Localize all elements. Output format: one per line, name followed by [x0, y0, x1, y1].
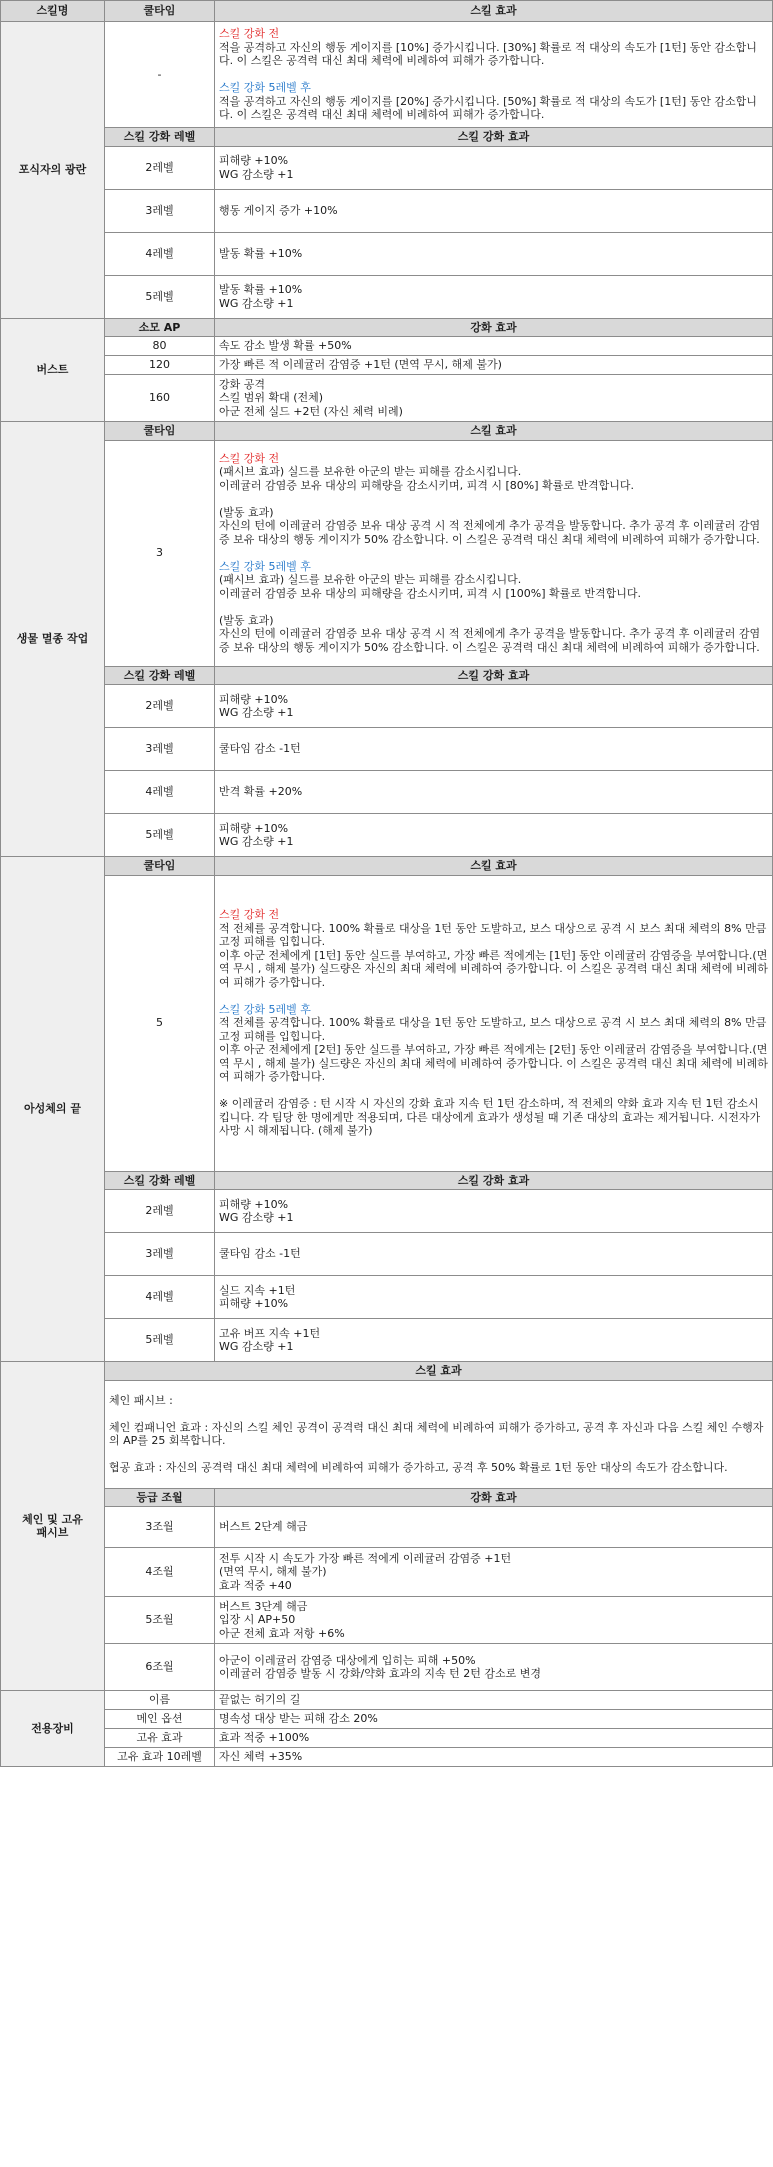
level-label: 2레벨	[105, 146, 215, 189]
table-row	[1, 1190, 773, 1233]
table-row	[1, 232, 773, 275]
passive-level-effect-header: 강화 효과	[215, 1488, 773, 1507]
skill3-level-effect-header: 스킬 강화 효과	[215, 1171, 773, 1190]
table-row	[1, 146, 773, 189]
skill2-before-label: 스킬 강화 전	[219, 451, 280, 465]
limit-break-label: 6조월	[105, 1644, 215, 1691]
skill3-cooldown-header: 쿨타임	[105, 857, 215, 876]
table-row	[1, 1233, 773, 1276]
skill2-level-header: 스킬 강화 레벨	[105, 666, 215, 685]
table-row	[1, 275, 773, 318]
level-label: 5레벨	[105, 814, 215, 857]
passive-level-header: 등급 조월	[105, 1488, 215, 1507]
table-row	[1, 1729, 773, 1748]
skill3-main-row	[1, 875, 773, 1171]
level-label: 2레벨	[105, 685, 215, 728]
level-label: 5레벨	[105, 1319, 215, 1362]
table-row	[1, 1597, 773, 1644]
skill2-before-text: (패시브 효과) 실드를 보유한 아군의 받는 피해를 감소시킵니다. 이레귤러 감염증 보유 대상의 피해량을 감소시키며, 피격 시 [80%] 확률로 반격합니다. (발동 효과) 자신의 턴에 이레귤러 감염증 보유 대상 공격 시 적 전체에게 추가 공격을 발동합니다. 추가 공격 후 이레귤러 감염증 보유 대상의 행동 게이지가 50% 감소합니다. 이 스킬은 공격력 대신 최대 체력에 비례하여 피해가 증가합니다.	[219, 465, 761, 546]
header-cooldown: 쿨타임	[105, 1, 215, 22]
level-label: 5레벨	[105, 275, 215, 318]
passive-header-row	[1, 1362, 773, 1381]
limit-break-effect: 버스트 3단계 해금 입장 시 AP+50 아군 전체 효과 저항 +6%	[215, 1597, 773, 1644]
level-label: 4레벨	[105, 1276, 215, 1319]
gear-label: 이름	[105, 1691, 215, 1710]
passive-level-header-row	[1, 1488, 773, 1507]
level-label: 3레벨	[105, 728, 215, 771]
table-row	[1, 356, 773, 375]
level-effect: 피해량 +10% WG 감소량 +1	[215, 814, 773, 857]
skill3-before-label: 스킬 강화 전	[219, 908, 280, 922]
table-row	[1, 1748, 773, 1767]
table-row	[1, 1548, 773, 1597]
skill2-header-row	[1, 422, 773, 441]
gear-label: 메인 옵션	[105, 1710, 215, 1729]
table-row	[1, 1644, 773, 1691]
table-row	[1, 685, 773, 728]
level-effect: 쿨타임 감소 -1턴	[215, 728, 773, 771]
level-effect: 피해량 +10% WG 감소량 +1	[215, 1190, 773, 1233]
gear-label: 고유 효과 10레벨	[105, 1748, 215, 1767]
skill1-name: 포식자의 광란	[1, 22, 105, 319]
limit-break-effect: 버스트 2단계 해금	[215, 1507, 773, 1548]
skill1-level-effect-header: 스킬 강화 효과	[215, 128, 773, 147]
level-label: 3레벨	[105, 189, 215, 232]
skill2-after-text: (패시브 효과) 실드를 보유한 아군의 받는 피해를 감소시킵니다. 이레귤러 감염증 보유 대상의 피해량을 감소시키며, 피격 시 [100%] 확률로 반격합니다. (발동 효과) 자신의 턴에 이레귤러 감염증 보유 대상 공격 시 적 전체에게 추가 공격을 발동합니다. 추가 공격 후 이레귤러 감염증 보유 대상의 행동 게이지가 50% 감소합니다. 이 스킬은 공격력 대신 최대 체력에 비례하여 피해가 증가합니다.	[219, 573, 761, 654]
passive-name: 체인 및 고유 패시브	[1, 1362, 105, 1691]
limit-break-effect: 아군이 이레귤러 감염증 대상에게 입히는 피해 +50% 이레귤러 감염증 발동 시 강화/약화 효과의 지속 턴 2턴 감소로 변경	[215, 1644, 773, 1691]
limit-break-label: 4조월	[105, 1548, 215, 1597]
skill1-after-label: 스킬 강화 5레벨 후	[219, 81, 311, 95]
table-row	[1, 771, 773, 814]
level-effect: 발동 확률 +10%	[215, 232, 773, 275]
table-row	[1, 337, 773, 356]
gear-value: 끝없는 허기의 길	[215, 1691, 773, 1710]
table-row	[1, 1710, 773, 1729]
skill2-cooldown-header: 쿨타임	[105, 422, 215, 441]
level-effect: 실드 지속 +1턴 피해량 +10%	[215, 1276, 773, 1319]
level-label: 3레벨	[105, 1233, 215, 1276]
burst-header-row	[1, 318, 773, 337]
skill1-before-text: 적을 공격하고 자신의 행동 게이지를 [10%] 증가시킵니다. [30%] 확률로 적 대상의 속도가 [1턴] 동안 감소합니다. 이 스킬은 공격력 대신 최대 체력에 비례하여 피해가 증가합니다.	[219, 40, 757, 68]
skill2-name: 생물 멸종 작업	[1, 422, 105, 857]
burst-ap: 160	[105, 375, 215, 422]
header-skill-name: 스킬명	[1, 1, 105, 22]
skill3-effect	[215, 875, 773, 1171]
burst-effect: 강화 공격 스킬 범위 확대 (전체) 아군 전체 실드 +2턴 (자신 체력 비례)	[215, 375, 773, 422]
table-row	[1, 189, 773, 232]
skill3-level-header-row	[1, 1171, 773, 1190]
skill2-effect	[215, 440, 773, 666]
burst-ap: 120	[105, 356, 215, 375]
skill3-after-text: 적 전체를 공격합니다. 100% 확률로 대상을 1턴 동안 도발하고, 보스 대상으로 공격 시 보스 최대 체력의 8% 만큼 고정 피해를 입힙니다. 이후 아군 전체에게 [2턴] 동안 실드를 부여하고, 가장 빠른 적에게는 [2턴] 동안 이레귤러 감염증을 부여합니다.(면역 무시 , 해제 불가) 실드량은 자신의 최대 체력에 비례하여 증가합니다. 이 스킬은 공격력 대신 최대 체력에 비례하여 피해가 증가합니다.	[219, 1016, 768, 1084]
gear-name: 전용장비	[1, 1691, 105, 1767]
level-effect: 반격 확률 +20%	[215, 771, 773, 814]
skill2-main-row	[1, 440, 773, 666]
skill2-effect-header: 스킬 효과	[215, 422, 773, 441]
level-effect: 피해량 +10% WG 감소량 +1	[215, 685, 773, 728]
burst-effect: 속도 감소 발생 확률 +50%	[215, 337, 773, 356]
level-label: 4레벨	[105, 232, 215, 275]
burst-ap-header: 소모 AP	[105, 318, 215, 337]
level-effect: 고유 버프 지속 +1턴 WG 감소량 +1	[215, 1319, 773, 1362]
skill3-cooldown: 5	[105, 875, 215, 1171]
limit-break-label: 3조월	[105, 1507, 215, 1548]
level-label: 4레벨	[105, 771, 215, 814]
level-effect: 쿨타임 감소 -1턴	[215, 1233, 773, 1276]
skill3-header-row	[1, 857, 773, 876]
skill2-cooldown: 3	[105, 440, 215, 666]
table-row	[1, 1691, 773, 1710]
skill3-effect-header: 스킬 효과	[215, 857, 773, 876]
gear-label: 고유 효과	[105, 1729, 215, 1748]
skill1-level-header-row	[1, 128, 773, 147]
level-effect: 발동 확률 +10% WG 감소량 +1	[215, 275, 773, 318]
skill2-after-label: 스킬 강화 5레벨 후	[219, 559, 311, 573]
gear-value: 명속성 대상 받는 피해 감소 20%	[215, 1710, 773, 1729]
skill3-note: ※ 이레귤러 감염증 : 턴 시작 시 자신의 강화 효과 지속 턴 1턴 감소하며, 적 전체의 약화 효과 지속 턴 1턴 감소시킵니다. 각 팀당 한 명에게만 적용되며, 다른 대상에게 효과가 생성될 때 기존 대상의 효과는 제거됩니다. 시전자가 사망 시 해제됩니다. (해제 불가)	[219, 1097, 764, 1138]
limit-break-label: 5조월	[105, 1597, 215, 1644]
gear-value: 효과 적중 +100%	[215, 1729, 773, 1748]
passive-effect-header: 스킬 효과	[105, 1362, 773, 1381]
header-skill-effect: 스킬 효과	[215, 1, 773, 22]
skill1-after-text: 적을 공격하고 자신의 행동 게이지를 [20%] 증가시킵니다. [50%] 확률로 적 대상의 속도가 [1턴] 동안 감소합니다. 이 스킬은 공격력 대신 최대 체력에 비례하여 피해가 증가합니다.	[219, 94, 757, 122]
table-row	[1, 375, 773, 422]
skill1-main-row	[1, 22, 773, 128]
skill1-cooldown: -	[105, 22, 215, 128]
skill1-effect	[215, 22, 773, 128]
skill2-level-effect-header: 스킬 강화 효과	[215, 666, 773, 685]
burst-ap: 80	[105, 337, 215, 356]
skill2-level-header-row	[1, 666, 773, 685]
table-row	[1, 814, 773, 857]
skill3-level-header: 스킬 강화 레벨	[105, 1171, 215, 1190]
table-row	[1, 1319, 773, 1362]
level-label: 2레벨	[105, 1190, 215, 1233]
table-header-row	[1, 1, 773, 22]
level-effect: 피해량 +10% WG 감소량 +1	[215, 146, 773, 189]
burst-effect-header: 강화 효과	[215, 318, 773, 337]
burst-name: 버스트	[1, 318, 105, 422]
table-row	[1, 1276, 773, 1319]
skill3-after-label: 스킬 강화 5레벨 후	[219, 1002, 311, 1016]
passive-text: 체인 패시브 : 체인 컴패니언 효과 : 자신의 스킬 체인 공격이 공격력 대신 최대 체력에 비례하여 피해가 증가하고, 공격 후 자신과 다음 스킬 체인 수행자의 AP를 25 회복합니다. 협공 효과 : 자신의 공격력 대신 최대 체력에 비례하여 피해가 증가하고, 공격 후 50% 확률로 1턴 동안 대상의 속도가 감소합니다.	[105, 1380, 773, 1488]
gear-value: 자신 체력 +35%	[215, 1748, 773, 1767]
limit-break-effect: 전투 시작 시 속도가 가장 빠른 적에게 이레귤러 감염증 +1턴 (면역 무시, 해제 불가) 효과 적중 +40	[215, 1548, 773, 1597]
table-row	[1, 728, 773, 771]
skill3-name: 아성체의 끝	[1, 857, 105, 1362]
burst-effect: 가장 빠른 적 이레귤러 감염증 +1턴 (면역 무시, 해제 불가)	[215, 356, 773, 375]
level-effect: 행동 게이지 증가 +10%	[215, 189, 773, 232]
skill1-before-label: 스킬 강화 전	[219, 27, 280, 41]
skill3-before-text: 적 전체를 공격합니다. 100% 확률로 대상을 1턴 동안 도발하고, 보스 대상으로 공격 시 보스 최대 체력의 8% 만큼 고정 피해를 입힙니다. 이후 아군 전체에게 [1턴] 동안 실드를 부여하고, 가장 빠른 적에게는 [1턴] 동안 이레귤러 감염증을 부여합니다.(면역 무시 , 해제 불가) 실드량은 자신의 최대 체력에 비례하여 증가합니다. 이 스킬은 공격력 대신 최대 체력에 비례하여 피해가 증가합니다.	[219, 921, 768, 989]
skill1-level-header: 스킬 강화 레벨	[105, 128, 215, 147]
passive-text-row	[1, 1380, 773, 1488]
table-row	[1, 1507, 773, 1548]
